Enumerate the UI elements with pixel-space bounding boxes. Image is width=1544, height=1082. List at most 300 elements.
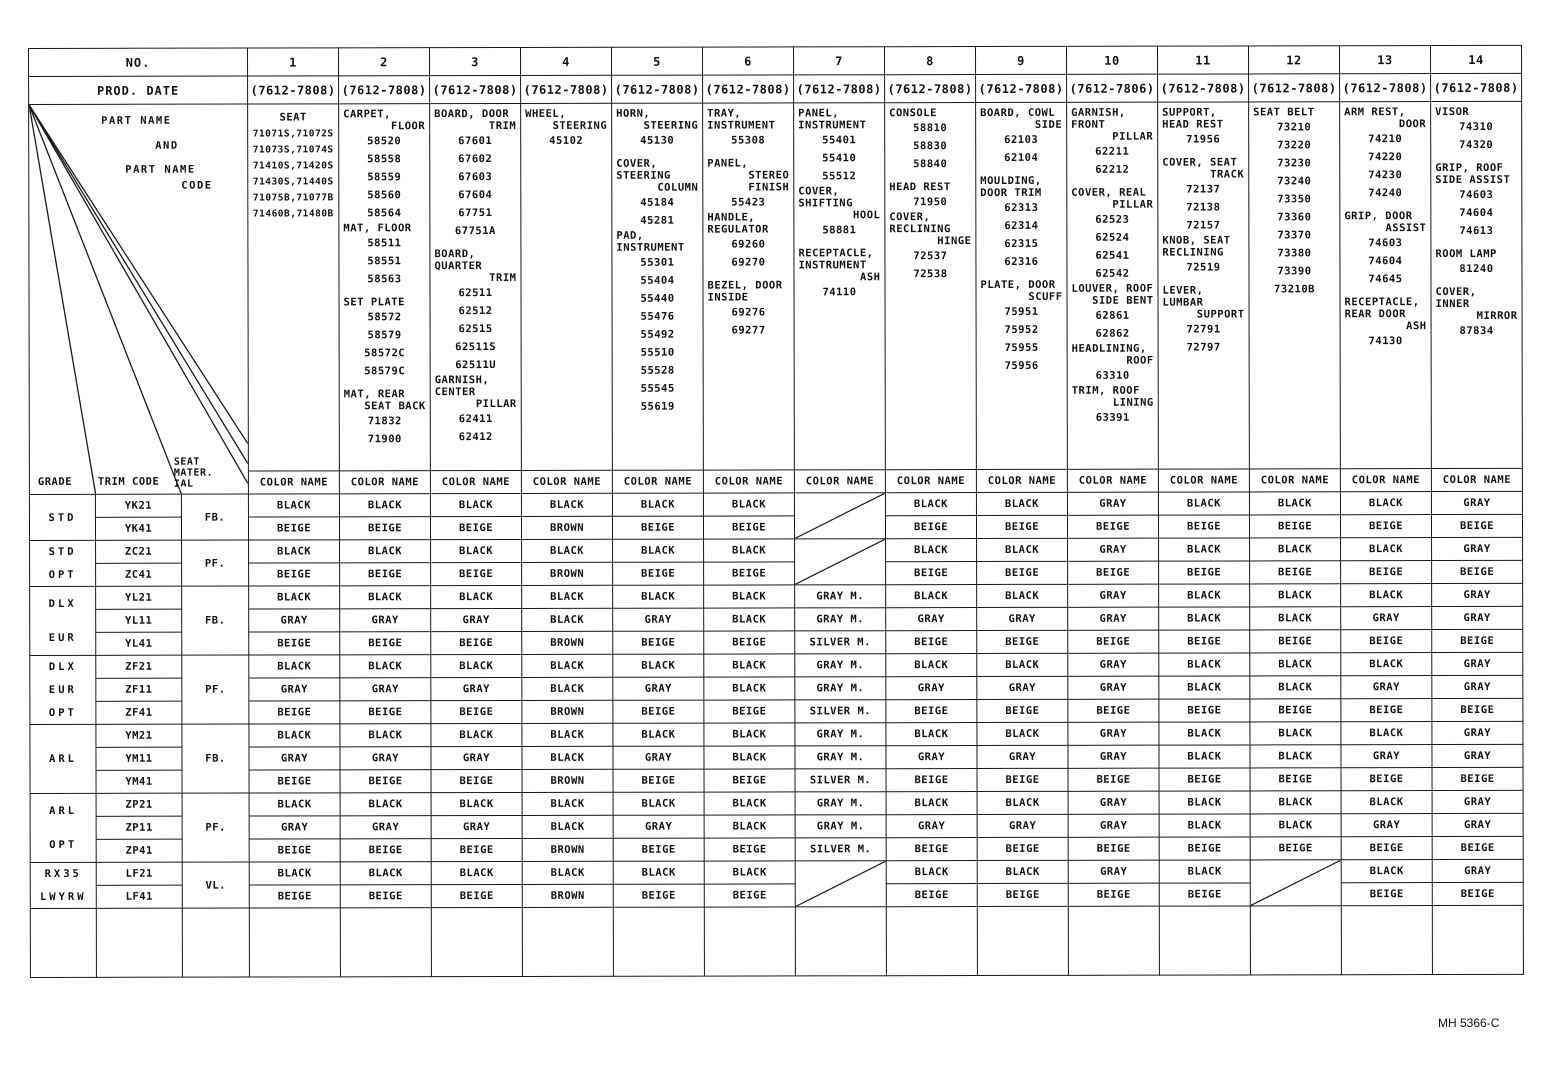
prod-date-row [29, 73, 1522, 104]
color-cell: BEIGE [1341, 699, 1432, 722]
color-name-label: COLOR NAME [339, 471, 430, 494]
color-cell: BEIGE [340, 701, 431, 724]
part-entry: 75956 [1004, 359, 1039, 372]
color-cell: BLACK [613, 654, 704, 677]
part-entry: 69277 [731, 324, 766, 337]
part-entry: TRIM [489, 271, 517, 285]
color-cell: BEIGE [704, 631, 795, 654]
grade-cell [30, 655, 96, 724]
part-entry: INSTRUMENT [798, 259, 867, 272]
seat-material-cell: VL. [182, 862, 249, 908]
color-cell: BEIGE [431, 884, 522, 907]
color-cell: BROWN [522, 700, 613, 723]
part-entry: 63310 [1095, 369, 1130, 382]
not-applicable-cell [794, 493, 885, 539]
color-cell: BLACK [886, 792, 977, 815]
color-cell: GRAY [886, 815, 977, 838]
color-cell: BEIGE [976, 515, 1067, 538]
color-cell: BEIGE [886, 700, 977, 723]
color-cell: BEIGE [249, 885, 340, 908]
part-entry: INSTRUMENT [798, 119, 867, 132]
color-cell: BLACK [977, 722, 1068, 745]
grade-header: GRADE [37, 475, 73, 488]
color-cell: GRAY [613, 815, 704, 838]
color-cell: BLACK [1159, 791, 1250, 814]
trim-code-cell: ZF11 [96, 678, 182, 701]
color-name-label: COLOR NAME [1158, 469, 1249, 492]
trim-row [30, 721, 1523, 747]
trim-code-cell: ZF21 [96, 655, 182, 678]
part-entry: 58560 [367, 189, 402, 202]
part-entry: RECLINING [1162, 246, 1224, 259]
color-cell: BLACK [1159, 676, 1250, 699]
color-cell: BLACK [613, 792, 704, 815]
color-cell: BEIGE [1158, 515, 1249, 538]
part-entry: FLOOR [391, 120, 426, 133]
trim-code-cell: YK41 [95, 517, 181, 540]
color-cell: BLACK [521, 493, 612, 516]
trim-code-cell: ZP41 [96, 839, 182, 862]
trim-code-cell: YL11 [96, 609, 182, 632]
part-list-cell [1249, 102, 1341, 469]
part-list [1158, 102, 1249, 360]
color-cell: BLACK [613, 861, 704, 884]
color-cell: BEIGE [1159, 883, 1250, 906]
color-cell: GRAY [1432, 652, 1523, 675]
part-entry: 74230 [1368, 169, 1403, 182]
part-entry: 62313 [1004, 201, 1039, 214]
header-diagonal-cell [29, 104, 249, 494]
trim-row [30, 859, 1523, 885]
color-cell: BEIGE [431, 631, 522, 654]
trim-row [29, 514, 1522, 540]
seat-material-cell: PF. [182, 793, 249, 862]
part-entry: LUMBAR [1162, 296, 1204, 309]
color-cell: BROWN [522, 769, 613, 792]
color-cell: BLACK [1250, 607, 1341, 630]
part-entry: 72138 [1186, 201, 1221, 214]
part-entry: HEAD REST [1162, 118, 1224, 131]
color-cell: BEIGE [977, 699, 1068, 722]
part-entry: 74603 [1459, 188, 1494, 202]
color-cell: BEIGE [1068, 768, 1159, 791]
part-entry: 71071S,71072S [252, 128, 334, 140]
color-cell: BLACK [249, 793, 340, 816]
column-prod-date: (7612-7808) [430, 75, 521, 103]
color-cell: BLACK [977, 860, 1068, 883]
grade-cell [30, 793, 96, 862]
part-entry: ROOF [1126, 354, 1154, 367]
part-entry: 74240 [1368, 187, 1403, 200]
color-cell: BEIGE [977, 630, 1068, 653]
trim-row [30, 744, 1523, 770]
number-row [29, 45, 1522, 76]
color-cell: GRAY [431, 815, 522, 838]
color-cell: BEIGE [249, 632, 340, 655]
color-cell: BLACK [522, 539, 613, 562]
trim-code-cell: YM11 [96, 747, 182, 770]
color-cell: BEIGE [977, 561, 1068, 584]
part-entry: INSIDE [707, 291, 749, 304]
color-cell: BLACK [1341, 722, 1432, 745]
color-cell: GRAY [1432, 790, 1523, 813]
part-entry: 71460B,71480B [252, 208, 334, 220]
color-cell: BLACK [1159, 653, 1250, 676]
blank-cell [704, 907, 795, 976]
part-list-cell [612, 103, 704, 470]
color-cell: BEIGE [1432, 836, 1523, 859]
part-entry: SIDE ASSIST [1435, 173, 1511, 187]
part-entry: 72797 [1186, 341, 1221, 354]
color-cell: BLACK [522, 815, 613, 838]
color-cell: BEIGE [1249, 515, 1340, 538]
color-cell: BLACK [1341, 653, 1432, 676]
part-entry: 67751 [458, 207, 493, 220]
seat-material-header-line: SEAT [173, 456, 200, 468]
part-entry: 75952 [1004, 323, 1039, 336]
part-entry: LINING [1112, 396, 1154, 409]
part-entry: 58564 [367, 207, 402, 220]
color-cell: BLACK [431, 585, 522, 608]
part-entry: 74645 [1368, 273, 1403, 286]
part-list-cell [339, 104, 431, 471]
color-cell: BEIGE [1341, 837, 1432, 860]
color-cell: GRAY [249, 747, 340, 770]
color-cell: BEIGE [885, 516, 976, 539]
part-entry: 73230 [1277, 157, 1312, 170]
part-entry: ASH [1406, 320, 1427, 333]
part-entry: 62104 [1004, 151, 1039, 164]
color-cell: GRAY M. [795, 608, 886, 631]
part-list-cell [430, 103, 522, 470]
part-entry: MAT, REAR [343, 388, 406, 401]
color-cell: BLACK [430, 493, 521, 516]
color-cell: BLACK [522, 608, 613, 631]
color-cell: BLACK [1341, 860, 1432, 883]
diagonal-line [29, 105, 248, 445]
color-cell: BEIGE [1068, 630, 1159, 653]
part-list-cell [703, 103, 795, 470]
color-cell: BLACK [431, 654, 522, 677]
seat-material-cell: PF. [182, 655, 249, 724]
grade-cell [30, 586, 96, 655]
color-cell: BEIGE [704, 838, 795, 861]
color-cell: GRAY [1068, 653, 1159, 676]
part-entry: BOARD, DOOR [434, 107, 510, 121]
part-entry: 71956 [1186, 133, 1221, 146]
color-cell: GRAY [1068, 607, 1159, 630]
color-cell: BLACK [1159, 745, 1250, 768]
part-entry: 55476 [640, 310, 675, 323]
color-cell: BEIGE [1341, 768, 1432, 791]
color-cell: GRAY [431, 608, 522, 631]
color-cell: BLACK [249, 540, 340, 563]
part-entry: 55492 [640, 328, 675, 341]
part-name-header-line: PART NAME [101, 114, 172, 127]
part-entry: 55423 [731, 196, 766, 209]
trim-row [30, 767, 1523, 793]
color-cell: BEIGE [1159, 630, 1250, 653]
color-cell: GRAY [1068, 791, 1159, 814]
column-number: 10 [1066, 46, 1157, 74]
grade-label: OPT [49, 838, 78, 851]
color-name-label: COLOR NAME [430, 470, 521, 493]
part-entry: 62511U [455, 359, 497, 372]
blank-cell [522, 907, 613, 976]
color-name-label: COLOR NAME [703, 470, 794, 493]
part-entry: 73360 [1277, 211, 1312, 224]
part-entry: 74613 [1459, 224, 1494, 238]
part-entry: TRAY, [707, 107, 742, 120]
part-name-row [29, 101, 1523, 471]
color-cell: GRAY [1068, 814, 1159, 837]
part-entry: 71900 [367, 433, 402, 446]
color-cell: BLACK [522, 746, 613, 769]
blank-cell [1068, 906, 1159, 975]
grade-stack [30, 587, 95, 655]
color-cell: BLACK [249, 724, 340, 747]
part-list-cell [1431, 101, 1523, 468]
part-entry: 74320 [1459, 138, 1494, 152]
part-list [612, 104, 703, 420]
trim-code-cell: YL21 [96, 586, 182, 609]
color-cell: BLACK [613, 585, 704, 608]
part-entry: COVER, REAL [1071, 186, 1147, 199]
color-cell: BEIGE [1250, 561, 1341, 584]
part-entry: 62212 [1095, 163, 1130, 176]
part-entry: VISOR [1435, 105, 1470, 119]
part-entry: PAD, [616, 229, 644, 242]
color-cell: BLACK [522, 677, 613, 700]
part-entry: 74603 [1368, 237, 1403, 250]
trim-row [30, 813, 1523, 839]
part-entry: STEERING [643, 119, 699, 132]
color-cell: BEIGE [886, 838, 977, 861]
column-number: 2 [339, 48, 430, 76]
part-entry: 71073S,71074S [252, 144, 334, 156]
part-list [794, 103, 884, 305]
column-number: 8 [884, 47, 975, 75]
prod-date-label: PROD. DATE [29, 76, 248, 104]
part-entry: 69270 [731, 256, 766, 269]
part-entry: MAT, FLOOR [343, 222, 412, 235]
part-entry: 73350 [1277, 193, 1312, 206]
part-list [976, 103, 1067, 379]
part-entry: ROOM LAMP [1435, 247, 1497, 261]
part-entry: 62512 [458, 305, 493, 318]
grade-label: LWYRW [39, 890, 87, 903]
part-entry: INSTRUMENT [616, 241, 685, 254]
color-cell: BEIGE [1067, 515, 1158, 538]
part-entry: SCUFF [1028, 290, 1063, 303]
color-cell: BLACK [1250, 745, 1341, 768]
color-cell: BLACK [1250, 814, 1341, 837]
part-entry: 67601 [458, 135, 493, 148]
color-cell: BEIGE [612, 516, 703, 539]
part-list-cell [794, 103, 886, 470]
color-cell: GRAY [1068, 722, 1159, 745]
part-entry: BEZEL, DOOR [707, 279, 783, 292]
color-cell: BLACK [522, 654, 613, 677]
grade-stack [30, 656, 95, 724]
color-cell: BEIGE [1250, 699, 1341, 722]
color-cell: BLACK [340, 724, 431, 747]
color-cell: GRAY [1068, 860, 1159, 883]
part-entry: 67602 [458, 153, 493, 166]
color-cell: GRAY [340, 816, 431, 839]
color-cell: GRAY [977, 607, 1068, 630]
color-cell: BEIGE [1250, 837, 1341, 860]
color-cell: BLACK [339, 494, 430, 517]
color-cell: GRAY [340, 678, 431, 701]
color-cell: BEIGE [249, 701, 340, 724]
color-cell: BLACK [522, 585, 613, 608]
color-name-label: COLOR NAME [1067, 469, 1158, 492]
part-entry: 73210B [1274, 283, 1315, 296]
seat-material-header [174, 457, 213, 490]
grade-stack [31, 794, 96, 862]
color-cell: BROWN [521, 516, 612, 539]
part-entry: DOOR TRIM [980, 186, 1042, 200]
column-number: 1 [248, 48, 339, 76]
color-cell: BEIGE [613, 838, 704, 861]
grade-label: DLX [48, 597, 77, 610]
color-cell: BEIGE [886, 562, 977, 585]
part-entry: 58559 [367, 171, 402, 184]
part-entry: COVER, [798, 185, 840, 198]
part-entry: 62861 [1095, 309, 1130, 322]
part-entry: TRACK [1210, 168, 1245, 181]
part-entry: RECEPTACLE, [798, 247, 874, 260]
part-entry: PLATE, DOOR [980, 278, 1056, 292]
part-entry: COLUMN [657, 181, 699, 194]
color-name-label: COLOR NAME [521, 470, 612, 493]
color-cell: BEIGE [1159, 837, 1250, 860]
color-cell: BEIGE [886, 884, 977, 907]
column-number: 7 [793, 47, 884, 75]
color-cell: BEIGE [704, 562, 795, 585]
trim-code-header: TRIM CODE [97, 475, 160, 488]
trim-code-cell: ZP11 [96, 816, 182, 839]
part-entry: COVER, [889, 211, 931, 224]
part-entry: REGULATOR [707, 223, 769, 236]
not-applicable-cell [795, 539, 886, 585]
column-prod-date: (7612-7808) [1249, 74, 1340, 102]
part-entry: SHIFTING [798, 197, 853, 210]
color-cell: GRAY [1341, 607, 1432, 630]
part-entry: 87834 [1459, 324, 1494, 338]
color-cell: GRAY [613, 608, 704, 631]
color-cell: BEIGE [613, 884, 704, 907]
trim-row [30, 560, 1523, 586]
color-cell: BEIGE [1432, 882, 1523, 905]
part-entry: PILLAR [475, 397, 517, 411]
color-cell: BEIGE [1068, 699, 1159, 722]
document-reference: MH 5366-C [1438, 1016, 1500, 1030]
part-list-cell [248, 104, 340, 471]
color-cell: BLACK [1250, 653, 1341, 676]
color-cell: BLACK [1250, 722, 1341, 745]
grade-stack [30, 725, 95, 793]
part-entry: HEADLINING, [1071, 342, 1147, 355]
trim-row [29, 491, 1522, 517]
color-cell: GRAY [1432, 813, 1523, 836]
trim-row [30, 698, 1523, 724]
part-entry: 58563 [367, 273, 402, 286]
color-cell: BEIGE [431, 769, 522, 792]
color-cell: BLACK [613, 723, 704, 746]
part-entry: STEREO [748, 169, 790, 182]
grade-label: OPT [48, 568, 77, 581]
color-cell: BEIGE [1432, 560, 1523, 583]
part-entry: GRIP, ROOF [1435, 161, 1504, 175]
part-entry: INNER [1435, 297, 1470, 311]
trim-row [30, 836, 1523, 862]
color-cell: BLACK [977, 791, 1068, 814]
blank-cell [1250, 906, 1341, 975]
part-entry: 73210 [1277, 121, 1312, 134]
color-cell: BEIGE [340, 632, 431, 655]
color-cell: BLACK [249, 862, 340, 885]
blank-cell [182, 908, 249, 977]
part-entry: 71075B,71077B [252, 192, 334, 204]
color-cell: BEIGE [1341, 561, 1432, 584]
color-cell: BLACK [977, 538, 1068, 561]
part-entry: 72519 [1186, 261, 1221, 274]
column-prod-date: (7612-7808) [521, 75, 612, 103]
color-cell: BEIGE [977, 883, 1068, 906]
trim-row [30, 537, 1523, 563]
blank-cell [431, 907, 522, 976]
part-list-cell [1340, 102, 1432, 469]
color-cell: GRAY [886, 746, 977, 769]
trim-code-cell: YL41 [96, 632, 182, 655]
color-cell: BROWN [522, 838, 613, 861]
trim-row [30, 629, 1523, 655]
part-entry: 58810 [913, 122, 948, 135]
column-prod-date: (7612-7808) [612, 75, 703, 103]
blank-cell [1432, 905, 1523, 974]
color-cell: BEIGE [703, 516, 794, 539]
column-number: 13 [1339, 46, 1430, 74]
trim-code-cell: ZC41 [96, 563, 182, 586]
part-entry: HEAD REST [889, 181, 951, 194]
part-entry: 58579C [364, 365, 406, 378]
color-cell: GRAY M. [795, 723, 886, 746]
part-entry: 45184 [640, 196, 675, 209]
part-entry: HOOL [853, 209, 881, 222]
part-entry: PILLAR [1112, 130, 1154, 143]
seat-material-header-line: IAL [173, 478, 194, 490]
grade-label: ARL [48, 752, 77, 765]
part-entry: 71410S,71420S [252, 160, 334, 172]
column-number: 14 [1430, 45, 1521, 73]
grade-label: EUR [48, 683, 77, 696]
color-cell: BROWN [522, 562, 613, 585]
part-name-header-line: CODE [181, 179, 213, 192]
part-entry: 45102 [549, 134, 584, 147]
color-cell: BLACK [431, 792, 522, 815]
part-list-cell [885, 103, 977, 470]
color-cell: BLACK [977, 584, 1068, 607]
part-entry: GARNISH, [1071, 106, 1126, 119]
grade-label: RX35 [44, 868, 82, 881]
part-entry: 62412 [458, 431, 493, 444]
part-entry: 81240 [1459, 262, 1494, 276]
part-entry: 73390 [1277, 265, 1312, 278]
column-prod-date: (7612-7808) [703, 75, 794, 103]
part-list [339, 104, 430, 452]
